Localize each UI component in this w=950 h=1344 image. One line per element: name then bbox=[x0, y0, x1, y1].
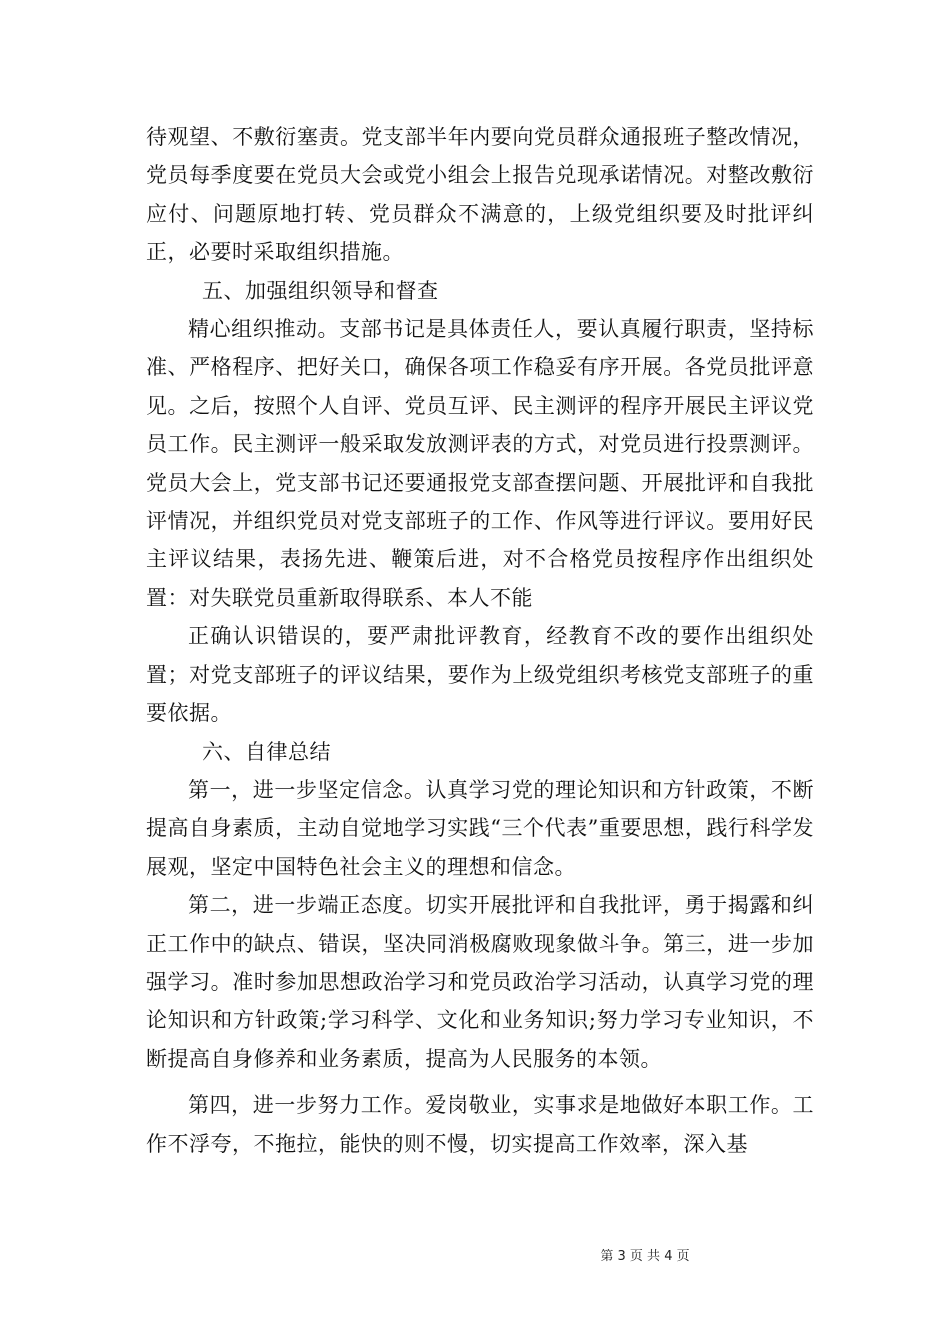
section-heading-six: 六、自律总结 bbox=[202, 739, 331, 764]
section-heading-five: 五、加强组织领导和督查 bbox=[202, 278, 439, 303]
paragraph-second-third: 第二，进一步端正态度。切实开展批评和自我批评，勇于揭露和纠正工作中的缺点、错误，坚决同消极腐败现象做斗争。第三，进一步加强学习。准时参加思想政治学习和党员政治学习活动，认真学习党的理论知识和方针政策;学习科学、文化和业务知识;努力学习专业知识，不断提高自身修养和业务素质，提高为人民服务的本领。 bbox=[146, 893, 814, 1071]
document-body bbox=[146, 118, 814, 1163]
paragraph-fourth: 第四，进一步努力工作。爱岗敬业，实事求是地做好本职工作。工作不浮夸，不拖拉，能快的则不慢，切实提高工作效率，深入基 bbox=[146, 1093, 814, 1156]
page-number-footer: 第 3 页 共 4 页 bbox=[600, 1249, 690, 1264]
paragraph-continuation: 待观望、不敷衍塞责。党支部半年内要向党员群众通报班子整改情况，党员每季度要在党员大会或党小组会上报告兑现承诺情况。对整改敷衍应付、问题原地打转、党员群众不满意的，上级党组织要及时批评纠正，必要时采取组织措施。 bbox=[146, 125, 814, 265]
paragraph-first: 第一，进一步坚定信念。认真学习党的理论知识和方针政策，不断提高自身素质，主动自觉地学习实践“三个代表”重要思想，践行科学发展观，坚定中国特色社会主义的理想和信念。 bbox=[146, 777, 814, 879]
paragraph-organize: 精心组织推动。支部书记是具体责任人，要认真履行职责，坚持标准、严格程序、把好关口，确保各项工作稳妥有序开展。各党员批评意见。之后，按照个人自评、党员互评、民主测评的程序开展民主评议党员工作。民主测评一般采取发放测评表的方式，对党员进行投票测评。党员大会上，党支部书记还要通报党支部查摆问题、开展批评和自我批评情况，并组织党员对党支部班子的工作、作风等进行评议。要用好民主评议结果，表扬先进、鞭策后进，对不合格党员按程序作出组织处置：对失联党员重新取得联系、本人不能 bbox=[146, 317, 814, 610]
paragraph-correct-recognition: 正确认识错误的，要严肃批评教育，经教育不改的要作出组织处置；对党支部班子的评议结果，要作为上级党组织考核党支部班子的重要依据。 bbox=[146, 624, 814, 726]
